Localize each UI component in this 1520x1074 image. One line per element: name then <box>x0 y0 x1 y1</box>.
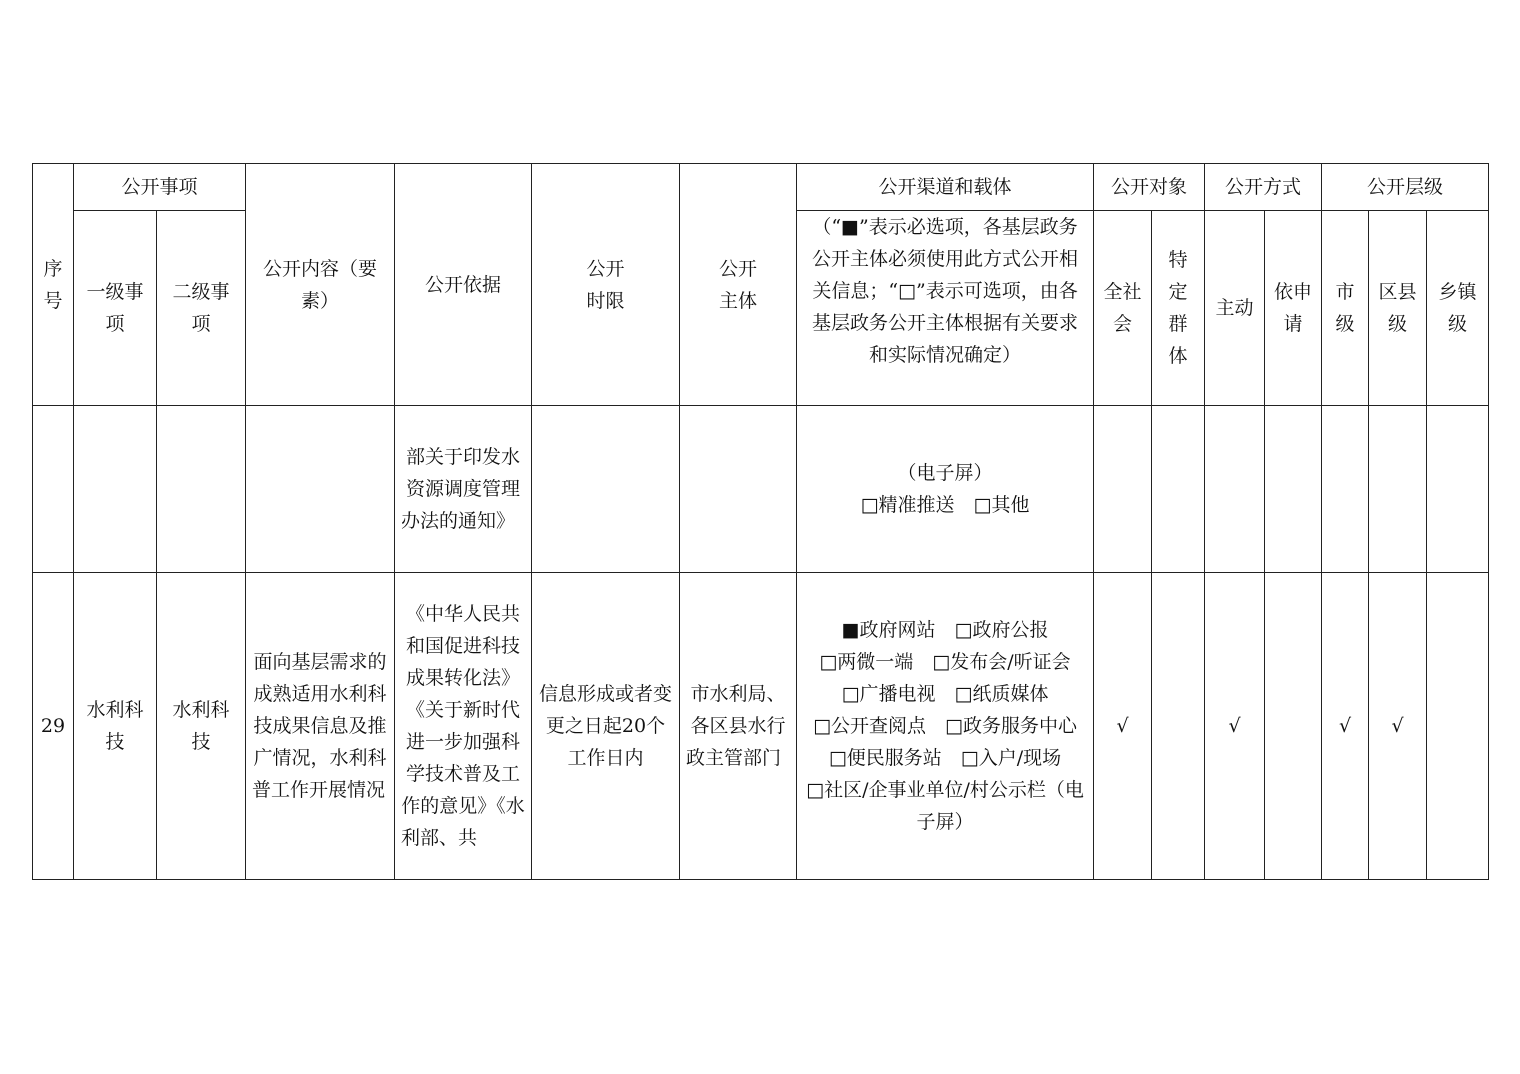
basis-header: 公开依据 <box>395 164 532 406</box>
level-city-header: 市级 <box>1322 211 1369 406</box>
row-content <box>246 406 395 573</box>
channel-item: □便民服务站 □入户/现场 <box>828 747 1062 769</box>
item-l2-header: 二级事项 <box>157 211 246 406</box>
row-level-county <box>1369 406 1427 573</box>
item-l1-header: 一级事项 <box>74 211 157 406</box>
row-seq: 29 <box>33 573 74 880</box>
subject-header: 公开主体 <box>680 164 797 406</box>
row-seq <box>33 406 74 573</box>
row-l2 <box>157 406 246 573</box>
channel-item: □广播电视 □纸质媒体 <box>841 683 1049 705</box>
row-channels <box>797 573 1094 880</box>
channel-item: □两微一端 □发布会/听证会 <box>819 651 1071 673</box>
channel-item: （电子屏） <box>897 462 993 484</box>
row-level-county: √ <box>1369 573 1427 880</box>
channel-item: □精准推送 □其他 <box>860 494 1030 516</box>
table-row <box>33 573 1489 880</box>
row-l1: 水利科技 <box>74 573 157 880</box>
row-subject <box>680 406 797 573</box>
table-row <box>33 406 1489 573</box>
row-target-specific <box>1152 573 1205 880</box>
level-county-header: 区县级 <box>1369 211 1427 406</box>
row-method-apply <box>1265 406 1322 573</box>
row-method-active: √ <box>1205 573 1265 880</box>
row-basis: 《中华人民共和国促进科技成果转化法》《关于新时代进一步加强科学技术普及工作的意见》《水利部、共 <box>395 573 532 880</box>
channel-item: ■政府网站 □政府公报 <box>841 619 1049 641</box>
row-deadline: 信息形成或者变更之日起20个工作日内 <box>532 573 680 880</box>
row-target-specific <box>1152 406 1205 573</box>
item-group-header: 公开事项 <box>74 164 246 211</box>
method-active-header: 主动 <box>1205 211 1265 406</box>
deadline-header: 公开时限 <box>532 164 680 406</box>
disclosure-table <box>32 163 1489 880</box>
row-level-town <box>1427 406 1489 573</box>
method-apply-header: 依申请 <box>1265 211 1322 406</box>
row-l2: 水利科技 <box>157 573 246 880</box>
row-l1 <box>74 406 157 573</box>
row-deadline <box>532 406 680 573</box>
target-specific-header: 特定群体 <box>1152 211 1205 406</box>
channel-item: □社区/企事业单位/村公示栏（电子屏） <box>806 779 1084 833</box>
level-group-header: 公开层级 <box>1322 164 1489 211</box>
level-town-header: 乡镇级 <box>1427 211 1489 406</box>
header-row-1 <box>33 164 1489 211</box>
seq-header: 序 号 <box>33 164 74 406</box>
row-target-all <box>1094 406 1152 573</box>
row-level-town <box>1427 573 1489 880</box>
channel-item: □公开查阅点 □政务服务中心 <box>813 715 1077 737</box>
row-channels <box>797 406 1094 573</box>
method-group-header: 公开方式 <box>1205 164 1322 211</box>
row-target-all: √ <box>1094 573 1152 880</box>
row-content: 面向基层需求的成熟适用水利科技成果信息及推广情况，水利科普工作开展情况 <box>246 573 395 880</box>
target-all-header: 全社会 <box>1094 211 1152 406</box>
row-method-active <box>1205 406 1265 573</box>
channel-title-header: 公开渠道和载体 <box>797 164 1094 211</box>
row-method-apply <box>1265 573 1322 880</box>
target-group-header: 公开对象 <box>1094 164 1205 211</box>
row-basis: 部关于印发水资源调度管理办法的通知》 <box>395 406 532 573</box>
row-level-city: √ <box>1322 573 1369 880</box>
row-subject: 市水利局、各区县水行政主管部门 <box>680 573 797 880</box>
content-header: 公开内容（要素） <box>246 164 395 406</box>
channel-note-header: （“■”表示必选项，各基层政务公开主体必须使用此方式公开相关信息；“□”表示可选项，由各基层政务公开主体根据有关要求和实际情况确定） <box>797 211 1094 406</box>
row-level-city <box>1322 406 1369 573</box>
